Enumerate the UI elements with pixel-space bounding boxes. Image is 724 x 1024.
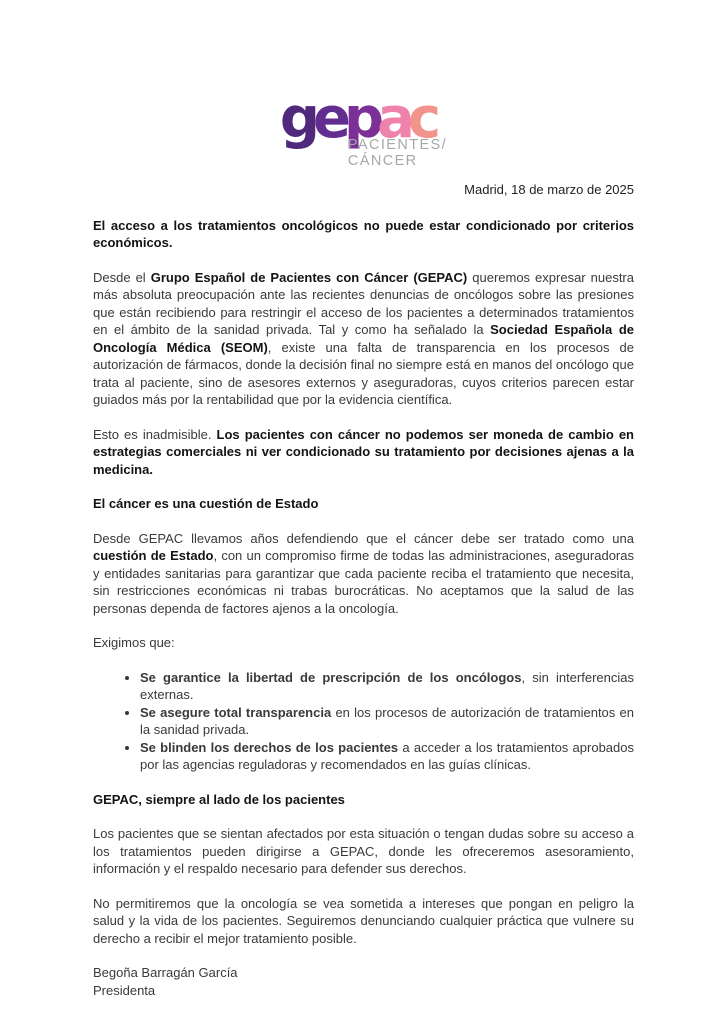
paragraph-inadmisible: [93, 426, 634, 479]
text-segment: , sin interferencias externas.: [140, 669, 634, 703]
text-segment-bold: Grupo Español de Pacientes con Cáncer (GEPAC): [150, 269, 468, 285]
gepac-logo-subtitle: [348, 137, 447, 169]
text-segment: en los procesos de autorización de tratamientos en la sanidad privada.: [140, 704, 634, 738]
demand-item-derechos: [140, 739, 634, 774]
text-segment: , existe una falta de transparencia en los procesos de autorización de fármacos, donde la decisión final no siempre está en manos del oncólogo que trata al paciente, sino de asesores externos y aseguradoras, cuyos criterios parecen estar guiados más por la rentabilidad que por la evidencia científica.: [93, 339, 635, 408]
logo-letter-g: g: [279, 86, 314, 151]
logo-subtitle-line2: CÁNCER: [347, 153, 418, 170]
heading-siempre-al-lado: GEPAC, siempre al lado de los pacientes: [93, 791, 345, 807]
heading-cuestion-de-estado: El cáncer es una cuestión de Estado: [93, 496, 319, 512]
text-segment-bold: Sociedad Española de Oncología Médica (SEOM): [93, 322, 634, 355]
text-segment: , con un compromiso firme de todas las administraciones, aseguradoras y entidades sanitarias para garantizar que cada paciente reciba el tratamiento que necesita, sin restricciones económicas ni trabas burocráticas. No aceptamos que la salud de las personas dependa de factores ajenos a la oncología.: [93, 548, 634, 616]
demands-list: [93, 669, 634, 774]
demand-item-transparencia: [140, 704, 634, 739]
text-segment-bold: Se garantice la libertad de prescripción de los oncólogos: [140, 669, 522, 685]
gepac-logo: [93, 86, 634, 170]
logo-letter-c: c: [407, 86, 435, 151]
paragraph-estado: [93, 530, 634, 618]
signature-block: [93, 964, 634, 999]
text-segment-bold: Los pacientes con cáncer no podemos ser moneda de cambio en estrategias comerciales ni ver condicionado su tratamiento por decisiones ajenas a la medicina.: [93, 426, 634, 477]
gepac-logo-inner: [279, 86, 448, 170]
demand-item-prescripcion: [140, 669, 634, 704]
text-segment: Desde el: [93, 269, 151, 285]
demands-intro: Exigimos que:: [93, 635, 175, 651]
logo-subtitle-line1: PACIENTES/: [347, 137, 448, 154]
text-segment: Esto es inadmisible.: [93, 426, 217, 442]
paragraph-no-permitiremos: No permitiremos que la oncología se vea sometida a intereses que pongan en peligro la salud y la vida de los pacientes. Seguiremos denunciando cualquier práctica que vulnere su derecho a recibir el mejor tratamiento posible.: [93, 895, 634, 946]
logo-letter-e: e: [313, 86, 344, 151]
text-segment-bold: Se asegure total transparencia: [140, 704, 332, 720]
signature-role: Presidenta: [93, 982, 156, 998]
signature-name: Begoña Barragán García: [93, 965, 238, 981]
paragraph-afectados: Los pacientes que se sientan afectados por esta situación o tengan dudas sobre su acceso a los tratamientos pueden dirigirse a GEPAC, donde les ofreceremos asesoramiento, información y el respaldo necesario para defender sus derechos.: [93, 826, 634, 877]
logo-letter-p: p: [344, 86, 378, 151]
text-segment-bold: cuestión de Estado: [93, 548, 214, 564]
logo-letter-a: a: [377, 86, 408, 151]
paragraph-intro: [93, 269, 634, 409]
headline: El acceso a los tratamientos oncológicos no puede estar condicionado por criterios económicos.: [93, 217, 634, 251]
text-segment: queremos expresar nuestra más absoluta preocupación ante las recientes denuncias de oncólogos sobre las presiones que están recibiendo para restringir el acceso de los pacientes a determinados tratamientos en el ámbito de la sanidad privada. Tal y como ha señalado la: [93, 269, 634, 338]
text-segment: a acceder a los tratamientos aprobados por las agencias reguladoras y recomendados en las guías clínicas.: [140, 739, 635, 773]
text-segment-bold: Se blinden los derechos de los pacientes: [140, 739, 399, 755]
text-segment: Desde GEPAC llevamos años defendiendo que el cáncer debe ser tratado como una: [93, 530, 634, 546]
dateline: Madrid, 18 de marzo de 2025: [464, 181, 634, 197]
